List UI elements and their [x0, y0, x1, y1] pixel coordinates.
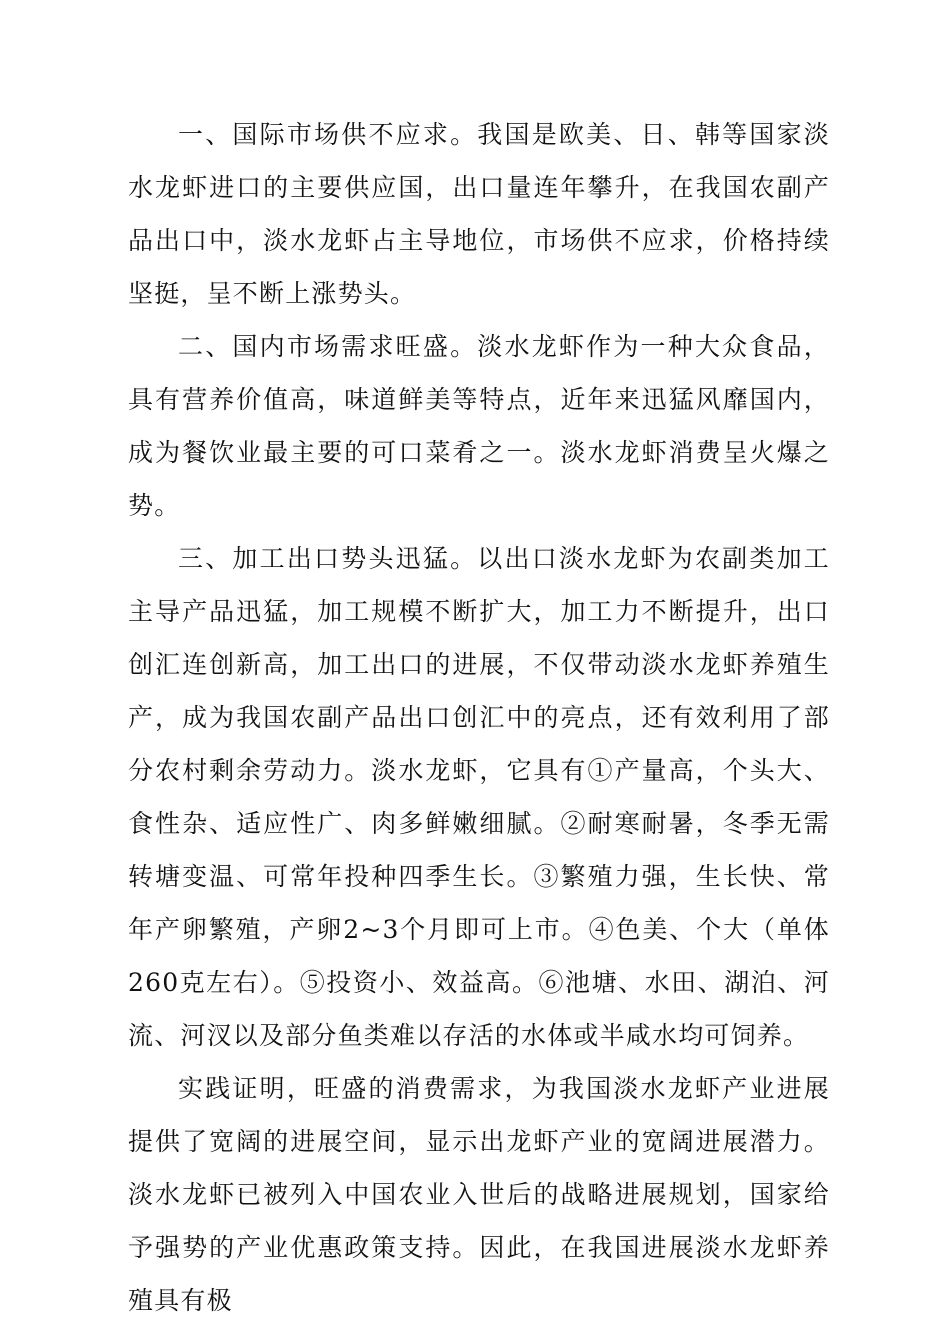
paragraph-domestic-market: 二、国内市场需求旺盛。淡水龙虾作为一种大众食品，具有营养价值高，味道鲜美等特点，近年来迅猛风靡国内，成为餐饮业最主要的可口菜肴之一。淡水龙虾消费呈火爆之势。: [128, 332, 830, 520]
document-body: [128, 108, 830, 1327]
paragraph-practice-proves: 实践证明，旺盛的消费需求，为我国淡水龙虾产业进展提供了宽阔的进展空间，显示出龙虾产业的宽阔进展潜力。淡水龙虾已被列入中国农业入世后的战略进展规划，国家给予强势的产业优惠政策支持。因此，在我国进展淡水龙虾养殖具有极: [128, 1074, 830, 1315]
paragraph-international-market: 一、国际市场供不应求。我国是欧美、日、韩等国家淡水龙虾进口的主要供应国，出口量连年攀升，在我国农副产品出口中，淡水龙虾占主导地位，市场供不应求，价格持续坚挺，呈不断上涨势头。: [128, 120, 830, 308]
paragraph-processing-export: 三、加工出口势头迅猛。以出口淡水龙虾为农副类加工主导产品迅猛，加工规模不断扩大，加工力不断提升，出口创汇连创新高，加工出口的进展，不仅带动淡水龙虾养殖生产，成为我国农副产品出口创汇中的亮点，还有效利用了部分农村剩余劳动力。淡水龙虾，它具有①产量高，个头大、食性杂、适应性广、肉多鲜嫩细腻。②耐寒耐暑，冬季无需转塘变温、可常年投种四季生长。③繁殖力强，生长快、常年产卵繁殖，产卵2~3个月即可上市。④色美、个大（单体260克左右）。⑤投资小、效益高。⑥池塘、水田、湖泊、河流、河汊以及部分鱼类难以存活的水体或半咸水均可饲养。: [128, 544, 830, 1050]
